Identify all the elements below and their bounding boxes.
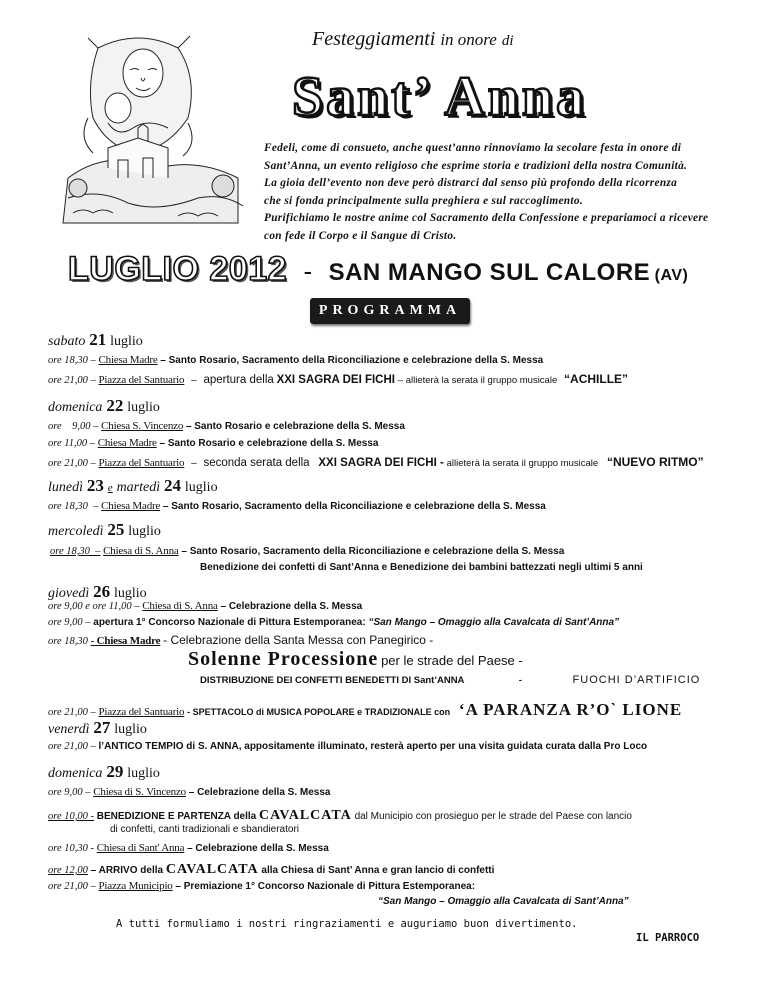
sagra-name: XXI SAGRA DEI FICHI - — [318, 457, 444, 469]
event-text: Benedizione dei confetti di Sant’Anna e Benedizione dei bambini battezzati negli ultimi 5 anni — [200, 562, 643, 573]
event-time: ore 9,00 – — [48, 421, 99, 432]
event-row — [48, 420, 405, 432]
event-place: Piazza del Santuario — [98, 457, 185, 469]
day-name: domenica — [48, 766, 103, 781]
event-text: alla Chiesa di Sant’ Anna e gran lancio di confetti — [261, 865, 495, 876]
event-place: Chiesa di S. Anna — [103, 545, 179, 557]
event-place: Chiesa di S. Anna — [142, 600, 218, 612]
day-number: 26 — [93, 582, 111, 601]
intro-line: Fedeli, come di consueto, anche quest’anno rinnoviamo la secolare festa in onore di — [264, 142, 682, 154]
event-row — [48, 808, 632, 824]
band-name: “NUEVO RITMO” — [606, 455, 704, 469]
event-text: “San Mango – Omaggio alla Cavalcata di Sant’Anna” — [378, 896, 629, 907]
header-festeggiamenti — [312, 28, 514, 51]
event-row — [48, 862, 494, 878]
event-row — [200, 674, 700, 686]
day-number: 24 — [164, 476, 182, 495]
event-time: ore 21,00 – — [48, 741, 96, 752]
event-time: ore 12,00 — [48, 865, 88, 876]
day-month: luglio — [110, 334, 143, 349]
event-row — [48, 500, 546, 512]
event-place: Piazza del Santuario — [98, 706, 185, 718]
day-name: sabato — [48, 334, 86, 349]
event-text: – Celebrazione della S. Messa — [188, 787, 331, 798]
day-number: 23 — [86, 476, 104, 495]
event-text: dal Municipio con prosieguo per le strade del Paese con lancio — [354, 811, 632, 822]
event-time: ore 18,30 – — [48, 501, 99, 512]
event-row — [48, 741, 647, 752]
sagra-name: XXI SAGRA DEI FICHI — [276, 374, 395, 386]
closing-thanks: A tutti formuliamo i nostri ringraziamenti e auguriamo buon divertimento. — [116, 918, 578, 930]
day-heading — [48, 762, 160, 782]
event-text: allieterà la serata il gruppo musicale — [446, 458, 599, 469]
event-time: ore 18,30 — [48, 636, 88, 647]
event-row — [48, 700, 682, 720]
event-text: – Santo Rosario, Sacramento della Riconciliazione e celebrazione della S. Messa — [162, 501, 546, 512]
event-text: – Santo Rosario, Sacramento della Riconciliazione e celebrazione della S. Messa — [181, 546, 565, 557]
event-separator: - — [518, 675, 522, 686]
day-heading — [48, 582, 147, 602]
event-place: - Chiesa Madre — [90, 635, 161, 647]
place-name: SAN MANGO SUL CALORE — [328, 259, 651, 286]
day-month: luglio — [184, 480, 218, 495]
event-place: Chiesa Madre — [101, 500, 161, 512]
day-heading — [48, 476, 218, 496]
event-time: ore 18,30 – — [48, 355, 96, 366]
day-conjunction: e — [107, 482, 113, 494]
day-heading — [48, 396, 160, 416]
band-name: ‘A PARANZA R’O` LIONE — [458, 700, 683, 719]
event-text: FUOCHI D’ARTIFICIO — [572, 674, 701, 686]
event-row — [48, 600, 362, 612]
event-row — [48, 437, 379, 449]
cavalcata-label: CAVALCATA — [259, 808, 352, 823]
event-place: Piazza del Santuario — [98, 374, 185, 386]
day-heading — [48, 520, 161, 540]
event-time: ore 11,00 – — [48, 438, 95, 449]
intro-paragraph — [264, 140, 734, 245]
event-time: ore 9,00 – — [48, 787, 91, 798]
event-place: Chiesa di Sant' Anna — [96, 842, 185, 854]
day-name: giovedì — [48, 586, 90, 601]
event-text: l’ANTICO TEMPIO di S. ANNA, appositamente illuminato, resterà aperto per una visita guidata curata dalla Pro Loco — [98, 741, 648, 752]
intro-line: Sant’Anna, un evento religioso che esprime storia e tradizioni della nostra Comunità. — [264, 159, 688, 172]
day-name: domenica — [48, 400, 103, 415]
event-text: - Celebrazione della Santa Messa con Panegirico - — [163, 633, 434, 647]
event-time: ore 18,30 – — [50, 546, 101, 557]
day-number: 22 — [106, 396, 124, 415]
day-number: 21 — [89, 330, 107, 349]
event-text: “San Mango – Omaggio alla Cavalcata di Sant’Anna” — [368, 617, 620, 628]
day-heading — [48, 330, 143, 350]
programma-badge — [310, 298, 470, 324]
intro-line: che si fonda principalmente sulla preghiera e sul raccoglimento. — [264, 194, 583, 207]
saint-anne-illustration-icon — [48, 28, 258, 228]
event-text: – Celebrazione della S. Messa — [187, 843, 329, 854]
day-month: luglio — [114, 586, 147, 601]
event-row — [48, 372, 628, 386]
event-place: Chiesa Madre — [97, 437, 157, 449]
day-month: luglio — [114, 722, 147, 737]
intro-line: Purifichiamo le nostre anime col Sacramento della Confessione e prepariamoci a ricevere — [264, 212, 709, 224]
intro-line: La gioia dell’evento non deve però distrarci dal senso più profondo della ricorrenza — [264, 177, 678, 189]
event-place: Piazza Municipio — [98, 880, 173, 892]
event-text: - SPETTACOLO di MUSICA POPOLARE e TRADIZIONALE con — [187, 707, 451, 717]
event-row — [48, 842, 329, 854]
di-text: di — [501, 33, 514, 49]
day-name: venerdì — [48, 722, 90, 737]
event-row — [48, 617, 619, 628]
province: (AV) — [654, 267, 689, 284]
in-onore-text: in onore — [440, 30, 497, 49]
event-time: ore 10,30 - — [48, 843, 94, 854]
event-time: ore 21,00 – — [48, 881, 96, 892]
event-row — [48, 455, 704, 469]
cavalcata-label: CAVALCATA — [165, 862, 259, 877]
event-text: – Santo Rosario e celebrazione della S. Messa — [159, 438, 379, 449]
event-text: – ARRIVO della — [90, 865, 164, 876]
event-separator: – — [191, 458, 197, 469]
event-place: Chiesa Madre — [98, 354, 158, 366]
event-text: – Santo Rosario, Sacramento della Riconciliazione e celebrazione della S. Messa — [160, 355, 544, 366]
event-text: di confetti, canti tradizionali e sbandieratori — [110, 824, 299, 835]
day-name: mercoledì — [48, 524, 104, 539]
day-heading — [48, 718, 147, 738]
event-row — [48, 786, 330, 798]
event-text: – Santo Rosario e celebrazione della S. Messa — [185, 421, 405, 432]
intro-line: con fede il Corpo e il Sangue di Cristo. — [264, 229, 457, 242]
event-row — [48, 354, 543, 366]
event-text: – Celebrazione della S. Messa — [220, 601, 363, 612]
event-text: BENEDIZIONE E PARTENZA della — [96, 811, 257, 822]
event-time: ore 9,00 e ore 11,00 – — [48, 601, 140, 612]
event-separator: – — [191, 375, 197, 386]
event-time: ore 9,00 – — [48, 617, 91, 628]
event-time: ore 21,00 – — [48, 458, 96, 469]
day-name: lunedì — [48, 480, 83, 495]
event-place: Chiesa di S. Vincenzo — [93, 786, 186, 798]
event-row — [48, 880, 475, 892]
event-row — [48, 633, 433, 647]
event-text: – allieterà la serata il gruppo musicale — [397, 375, 558, 386]
day-month: luglio — [127, 766, 160, 781]
procession-row — [188, 648, 523, 671]
procession-title: Solenne Processione — [188, 648, 379, 670]
day-month: luglio — [127, 400, 160, 415]
month-place-heading — [68, 250, 688, 289]
event-text: – Premiazione 1° Concorso Nazionale di Pittura Estemporanea: — [175, 881, 476, 892]
event-row — [50, 545, 564, 557]
day-month: luglio — [128, 524, 161, 539]
event-time: ore 10,00 - — [48, 811, 94, 822]
day-number: 29 — [106, 762, 124, 781]
page-title: Sant’ Anna — [292, 66, 588, 128]
event-time: ore 21,00 – — [48, 707, 96, 718]
day-number: 27 — [93, 718, 111, 737]
signature: IL PARROCO — [636, 932, 700, 944]
festeggiamenti-text: Festeggiamenti — [312, 28, 436, 50]
event-text: seconda serata della — [203, 457, 310, 469]
band-name: “ACHILLE” — [564, 372, 629, 386]
event-time: ore 21,00 – — [48, 375, 96, 386]
day-number: 25 — [107, 520, 125, 539]
programma-label: PROGRAMMA — [318, 303, 462, 318]
event-text: apertura della — [203, 374, 274, 386]
event-text: apertura 1° Concorso Nazionale di Pittura Estemporanea: — [93, 617, 366, 628]
heading-dash: - — [303, 256, 313, 286]
month-year: LUGLIO 2012 — [68, 250, 288, 288]
event-text: DISTRIBUZIONE DEI CONFETTI BENEDETTI DI Sant’ANNA — [200, 675, 465, 686]
day-name: martedì — [116, 480, 161, 495]
event-place: Chiesa S. Vincenzo — [101, 420, 184, 432]
event-text: per le strade del Paese - — [381, 653, 523, 668]
